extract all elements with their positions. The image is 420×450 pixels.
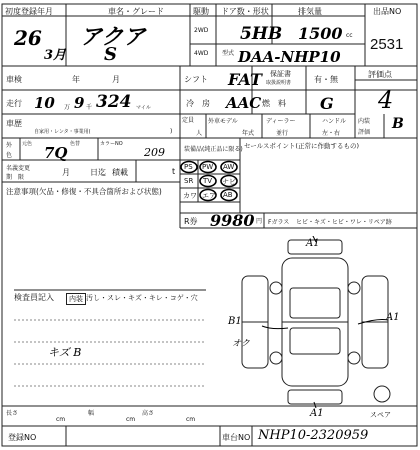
color-code-label: カラーNO <box>100 141 123 147</box>
equip-label: 装備品(純正品に限る) <box>184 146 243 153</box>
name-change-month: 月 <box>62 168 70 177</box>
equip-air: エア <box>202 192 216 200</box>
diagram-b1-left: B1 <box>228 316 242 327</box>
color-code-value: 209 <box>144 146 165 159</box>
ext-label-2: 色 <box>6 152 13 159</box>
lot-label: 出品NO <box>373 7 402 16</box>
lot-no-value: 2531 <box>370 36 404 53</box>
grade-value: S <box>104 44 117 65</box>
remark-hand: キズ B <box>48 346 82 359</box>
mileage-digit-2: 9 <box>74 94 85 112</box>
month-value: 3月 <box>44 48 67 63</box>
glass-label: Fガラス <box>268 219 290 226</box>
length-cm: cm <box>56 416 66 423</box>
car-grade-label: 車名・グレード <box>108 7 164 16</box>
width-label: 幅 <box>88 410 95 417</box>
glass-options: ヒビ・キズ・ヒビ・ワレ・リペア跡 <box>296 219 392 226</box>
color-name-value: 7Q <box>44 144 68 162</box>
history-options: 自家用・レンタ・事業用( <box>34 129 91 135</box>
recycle-value: 9980 <box>210 211 255 230</box>
equip-tv: TV <box>203 177 213 185</box>
ext-label: 外 <box>6 142 13 149</box>
chassis-label: 車台NO <box>222 433 251 442</box>
warranty-label: 保証書 <box>270 70 291 78</box>
equip-ab: AB <box>223 191 233 199</box>
name-change-label-2: 期 限 <box>6 174 25 181</box>
name-change-day: 日迄 <box>90 168 106 177</box>
recycle-label: R券 <box>184 217 198 226</box>
year-value: 26 <box>14 26 42 50</box>
car-damage-diagram <box>232 236 402 408</box>
shaken-label: 車検 <box>6 75 22 84</box>
interior-label-2: 評価 <box>358 129 371 136</box>
transmission-value: FAT <box>228 70 262 89</box>
fuel-value: G <box>320 94 334 113</box>
diagram-a1-top: A1 <box>306 238 320 249</box>
width-cm: cm <box>126 416 136 423</box>
length-label: 長さ <box>6 410 19 417</box>
history-label: 車歴 <box>6 119 22 128</box>
dealer-label: ディーラー <box>266 118 296 125</box>
car-name-value: アクア <box>80 24 146 50</box>
cc-unit: cc <box>346 32 353 39</box>
orig-color-label: 元色 <box>22 141 33 147</box>
equip-leather: カワ <box>183 192 197 200</box>
model-code-value: DAA-NHP10 <box>238 48 341 66</box>
diagram-a1-right: A1 <box>386 312 400 323</box>
displacement-label: 排気量 <box>298 7 322 16</box>
mileage-label: 走行 <box>6 99 22 108</box>
name-change-label: 名義変更 <box>6 165 31 172</box>
first-reg-label: 初度登録年月 <box>5 7 53 16</box>
height-label: 高さ <box>142 410 155 417</box>
external-model-unit: 年式 <box>242 130 255 137</box>
overall-score-value: 4 <box>378 86 394 114</box>
color-change-label: 色替 <box>70 141 81 147</box>
history-close: ) <box>170 128 173 135</box>
score-label: 評価点 <box>368 70 392 79</box>
handle-value: 左・右 <box>322 130 341 137</box>
sales-point-label: セールスポイント(正常に作動するもの) <box>244 142 359 150</box>
caution-label: 注意事項(欠品・修復・不具合箇所および状態) <box>6 187 162 196</box>
equip-sr: SR <box>184 177 194 185</box>
external-model-label: 外車モデル <box>208 118 238 125</box>
capacity-label: 定員 <box>182 117 195 124</box>
inspector-interior-label: 内装 <box>66 293 86 305</box>
inspector-label: 検査員記入 <box>14 293 54 302</box>
yen-char: 円 <box>256 218 263 225</box>
dealer-value: 並行 <box>276 130 289 137</box>
man-char: 万 <box>64 104 71 111</box>
frame-no-value: NHP10-2320959 <box>258 428 369 443</box>
door-shape-value: 5HB <box>240 24 283 44</box>
interior-score-value: B <box>392 116 404 132</box>
mileage-unit-hand: マイル <box>136 105 151 111</box>
shift-label: シフト <box>184 75 208 84</box>
mileage-digit-3: 324 <box>96 92 132 112</box>
sen-char: 千 <box>86 104 93 111</box>
diagram-note: オク <box>232 339 250 349</box>
displacement-value: 1500 <box>298 24 343 43</box>
load-unit: t <box>172 167 176 176</box>
equip-ps: PS <box>184 163 193 171</box>
interior-label: 内装 <box>358 118 371 125</box>
mileage-digit-1: 10 <box>34 94 55 112</box>
drive-4wd: 4WD <box>194 50 209 57</box>
model-label: 型式 <box>222 50 235 57</box>
drive-label: 駆動 <box>193 7 209 16</box>
inspector-options: 汚し・スレ・キズ・キレ・コゲ・穴 <box>86 294 198 302</box>
diagram-a1-bottom: A1 <box>310 408 324 419</box>
fuel-label: 燃 料 <box>262 99 286 108</box>
height-cm: cm <box>186 416 196 423</box>
handle-label: ハンドル <box>322 118 347 125</box>
reg-no-label: 登録NO <box>8 433 37 442</box>
equip-aw: AW <box>223 163 235 171</box>
capacity-unit: 人 <box>196 130 203 137</box>
equip-pw: PW <box>202 163 214 171</box>
warranty-value: 有・無 <box>314 75 338 84</box>
aircon-value: AAC <box>226 94 262 112</box>
warranty-sub: 取扱説明書 <box>266 80 292 86</box>
spare-label: スペア <box>370 411 391 419</box>
door-shape-label: ドア数・形状 <box>221 7 269 16</box>
equip-navi: ナビ <box>222 178 236 186</box>
shaken-year-char: 年 <box>72 75 80 84</box>
aircon-label: 冷 房 <box>186 99 210 108</box>
drive-2wd: 2WD <box>194 27 209 34</box>
load-label: 積載 <box>112 168 128 177</box>
shaken-month-char: 月 <box>112 75 120 84</box>
